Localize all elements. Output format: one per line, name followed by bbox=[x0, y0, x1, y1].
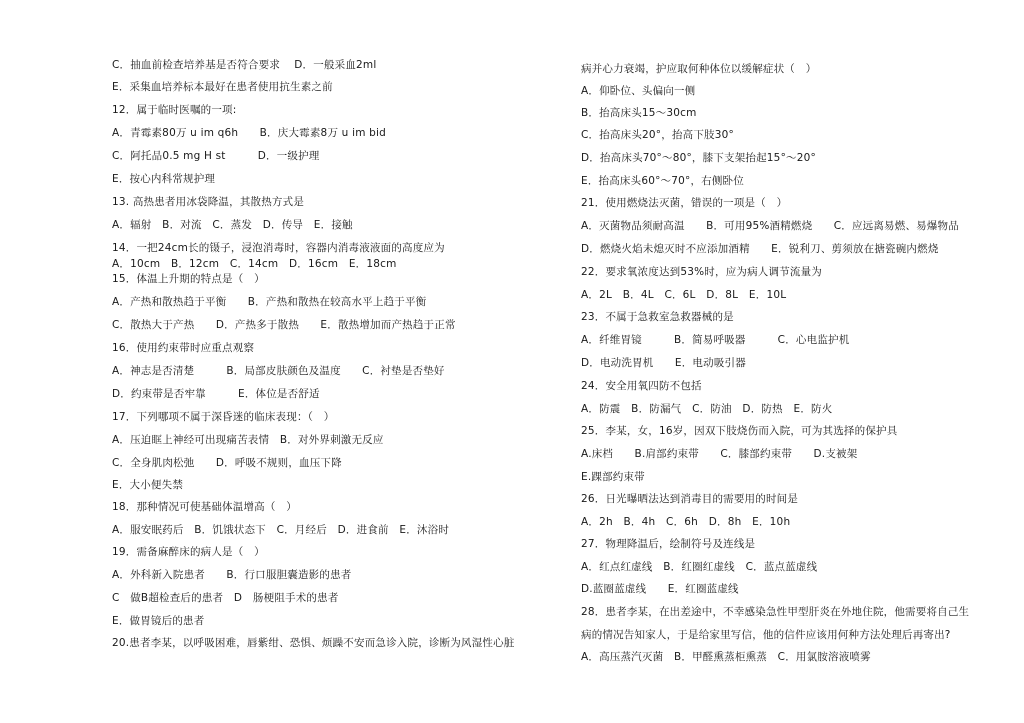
text-line: D．约束带是否牢靠 E．体位是否舒适 bbox=[112, 388, 320, 400]
question-27: 27．物理降温后，绘制符号及连线是 bbox=[581, 538, 756, 550]
text-line: A．神志是否清楚 B．局部皮肤颜色及温度 C．衬垫是否垫好 bbox=[112, 365, 445, 377]
text-line: A．高压蒸汽灭菌 B．甲醛熏蒸柜熏蒸 C．用氯胺溶液喷雾 bbox=[581, 651, 871, 663]
text-line: A．红点红虚线 B．红圈红虚线 C．蓝点蓝虚线 bbox=[581, 561, 818, 573]
text-line: A．防震 B．防漏气 C．防油 D．防热 E．防火 bbox=[581, 403, 833, 415]
text-line: C．抬高床头20°，抬高下肢30° bbox=[581, 129, 734, 141]
text-line: E．大小便失禁 bbox=[112, 479, 184, 491]
text-line: 病的情况告知家人，于是给家里写信，他的信件应该用何种方法处理后再寄出? bbox=[581, 629, 951, 641]
text-line: C．阿托品0.5 mg H st D．一级护理 bbox=[112, 150, 320, 162]
question-19: 19．需备麻醉床的病人是（ ） bbox=[112, 546, 265, 558]
text-line: A．产热和散热趋于平衡 B．产热和散热在较高水平上趋于平衡 bbox=[112, 296, 427, 308]
text-line: E．按心内科常规护理 bbox=[112, 173, 216, 185]
question-25: 25．李某，女，16岁，因双下肢烧伤而入院，可为其选择的保护具 bbox=[581, 425, 898, 437]
text-line: B．抬高床头15～30cm bbox=[581, 107, 697, 119]
question-24: 24．安全用氧四防不包括 bbox=[581, 380, 702, 392]
text-line: A．压迫眶上神经可出现痛苦表情 B．对外界刺激无反应 bbox=[112, 434, 384, 446]
text-line: A．外科新入院患者 B．行口服胆囊造影的患者 bbox=[112, 569, 352, 581]
question-14: 14．一把24cm长的镊子，浸泡消毒时，容器内消毒液液面的高度应为 bbox=[112, 242, 445, 254]
text-line: A．2h B．4h C．6h D．8h E．10h bbox=[581, 516, 791, 528]
text-line: A．仰卧位、头偏向一侧 bbox=[581, 85, 696, 97]
text-line: 病并心力衰竭，护应取何种体位以缓解症状（ ） bbox=[581, 63, 817, 75]
question-18: 18．那种情况可使基础体温增高（ ） bbox=[112, 501, 297, 513]
text-line: A．辐射 B．对流 C．蒸发 D．传导 E．接触 bbox=[112, 219, 353, 231]
question-13: 13. 高热患者用冰袋降温，其散热方式是 bbox=[112, 196, 305, 208]
question-15: 15．体温上升期的特点是（ ） bbox=[112, 273, 265, 285]
text-line: E．采集血培养标本最好在患者使用抗生素之前 bbox=[112, 81, 333, 93]
question-23: 23．不属于急救室急救器械的是 bbox=[581, 311, 734, 323]
question-28: 28．患者李某，在出差途中，不幸感染急性甲型肝炎在外地住院，他需要将自己生 bbox=[581, 606, 970, 618]
text-line: D.蓝圈蓝虚线 E．红圈蓝虚线 bbox=[581, 583, 739, 595]
question-22: 22．要求氧浓度达到53%时，应为病人调节流量为 bbox=[581, 266, 822, 278]
question-12: 12．属于临时医嘱的一项: bbox=[112, 104, 237, 116]
question-17: 17．下列哪项不属于深昏迷的临床表现：（ ） bbox=[112, 411, 335, 423]
text-line: E．做胃镜后的患者 bbox=[112, 615, 205, 627]
text-line: E．抬高床头60°～70°，右侧卧位 bbox=[581, 175, 744, 187]
question-20: 20.患者李某，以呼吸困难，唇紫绀、恐惧、烦躁不安而急诊入院，诊断为风湿性心脏 bbox=[112, 637, 515, 649]
text-line: A．纤维胃镜 B．简易呼吸器 C．心电监护机 bbox=[581, 334, 850, 346]
question-21: 21．使用燃烧法灭菌，错误的一项是（ ） bbox=[581, 197, 788, 209]
text-line: A．青霉素80万 u im q6h B．庆大霉素8万 u im bid bbox=[112, 127, 387, 139]
text-line: E.踝部约束带 bbox=[581, 471, 645, 483]
text-line: D．抬高床头70°～80°，膝下支架抬起15°～20° bbox=[581, 152, 816, 164]
text-line: C．全身肌肉松弛 D．呼吸不规则，血压下降 bbox=[112, 457, 342, 469]
text-line: A.床档 B.肩部约束带 C．膝部约束带 D.支被架 bbox=[581, 448, 858, 460]
question-16: 16．使用约束带时应重点观察 bbox=[112, 342, 255, 354]
text-line: C 做B超检查后的患者 D 肠梗阻手术的患者 bbox=[112, 592, 339, 604]
text-line: C．抽血前检查培养基是否符合要求 D．一般采血2ml bbox=[112, 59, 377, 71]
text-line: D．电动洗胃机 E．电动吸引器 bbox=[581, 357, 746, 369]
text-line: D．燃烧火焰未熄灭时不应添加酒精 E．锐利刀、剪须放在搪瓷碗内燃烧 bbox=[581, 243, 939, 255]
text-line: A．2L B．4L C．6L D．8L E．10L bbox=[581, 289, 787, 301]
text-line: A．服安眠药后 B．饥饿状态下 C．月经后 D．进食前 E．沐浴时 bbox=[112, 524, 450, 536]
question-26: 26．日光曝晒法达到消毒目的需要用的时间是 bbox=[581, 493, 799, 505]
text-line: C．散热大于产热 D．产热多于散热 E．散热增加而产热趋于正常 bbox=[112, 319, 456, 331]
text-line: A．10cm B．12cm C．14cm D．16cm E．18cm bbox=[112, 258, 397, 270]
text-line: A．灭菌物品须耐高温 B．可用95%酒精燃烧 C．应远离易燃、易爆物品 bbox=[581, 220, 959, 232]
